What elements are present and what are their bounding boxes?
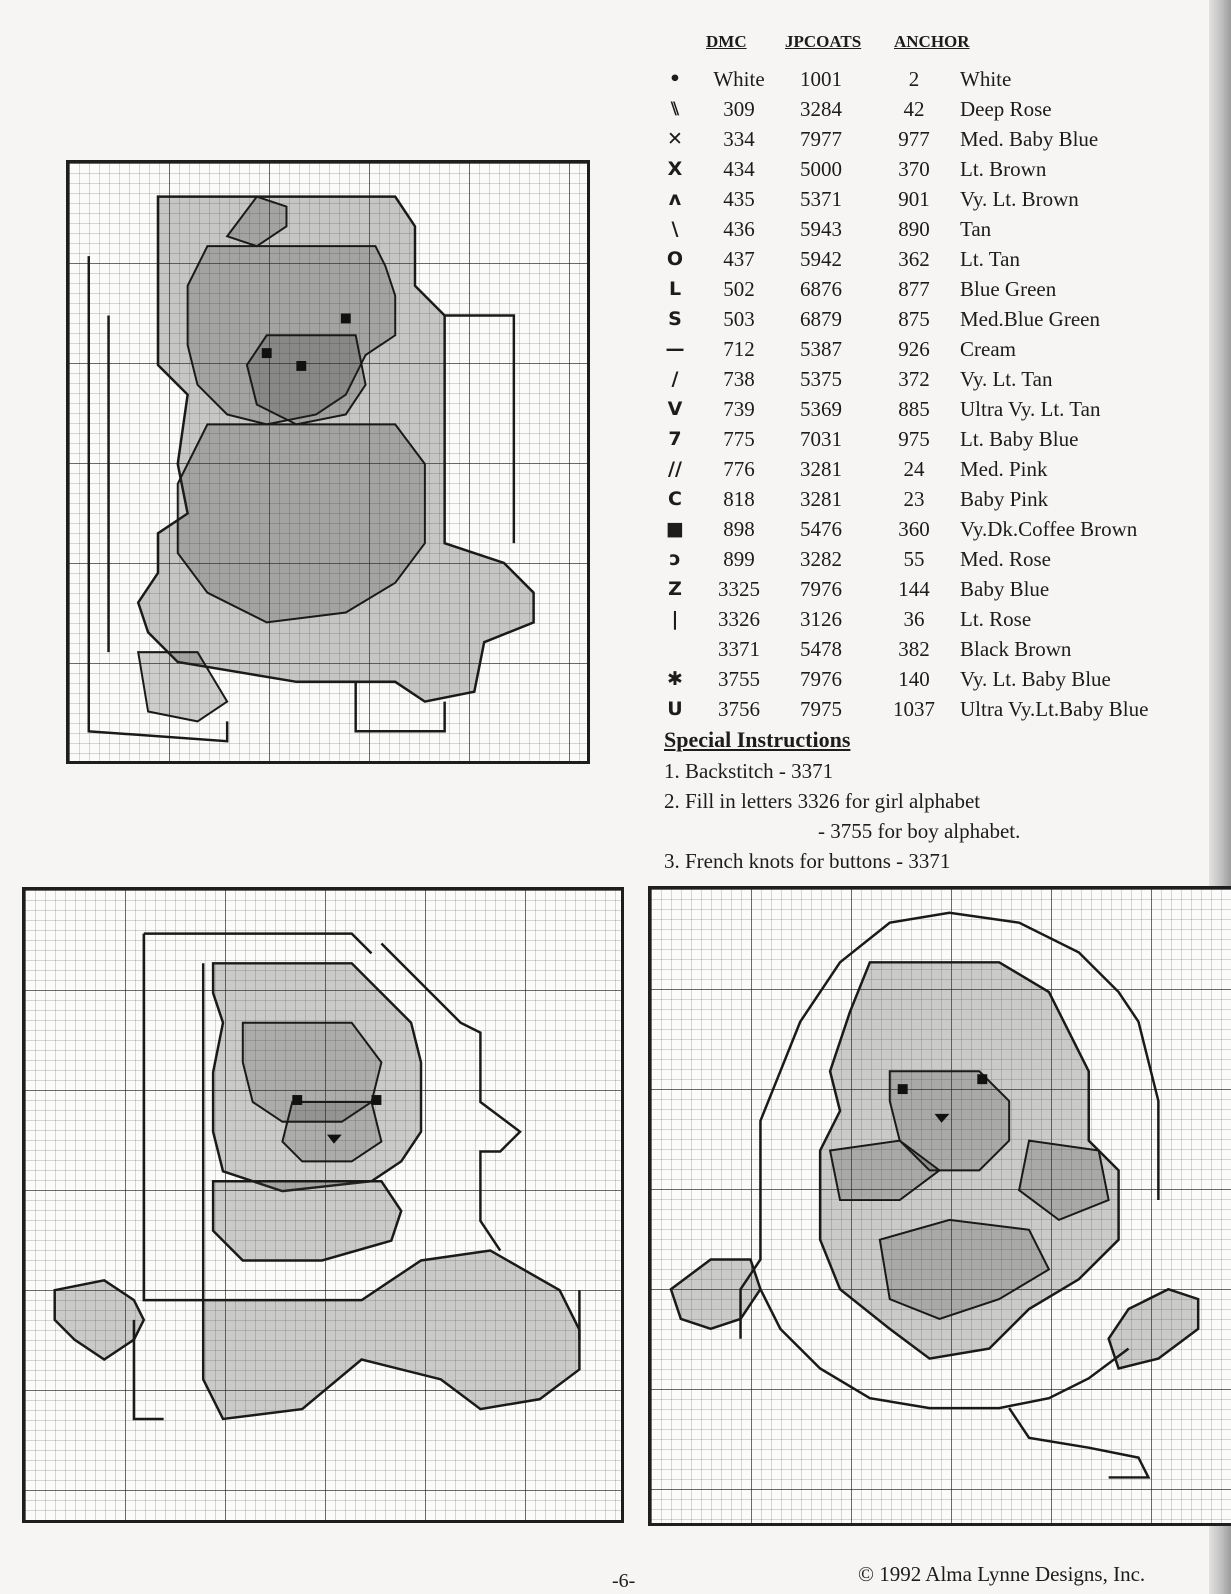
- header-jpcoats: JPCOATS: [785, 32, 862, 51]
- instruction-2: 2. Fill in letters 3326 for girl alphabet: [664, 789, 981, 813]
- legend-anchor-number: 42: [903, 97, 925, 121]
- chart-letter-u: [66, 160, 590, 764]
- legend-color-name: Black Brown: [960, 637, 1072, 661]
- legend-jpcoats-number: 3281: [800, 487, 842, 511]
- legend-jpcoats-number: 5371: [800, 187, 842, 211]
- legend-symbol: X: [667, 158, 683, 180]
- legend-color-name: Vy. Lt. Baby Blue: [960, 667, 1111, 691]
- legend-symbol: /: [671, 368, 679, 390]
- legend-anchor-number: 372: [898, 367, 930, 391]
- legend-anchor-number: 36: [903, 607, 925, 631]
- legend-dmc-number: 334: [723, 127, 755, 151]
- legend-anchor-number: 885: [898, 397, 930, 421]
- legend-color-name: Vy. Lt. Brown: [960, 187, 1079, 211]
- legend-dmc-number: 435: [723, 187, 755, 211]
- legend-color-name: Lt. Tan: [960, 247, 1020, 271]
- legend-row: [660, 64, 1200, 94]
- legend-symbol: ↄ: [669, 548, 681, 570]
- legend-row: [660, 184, 1200, 214]
- legend-header: [706, 32, 1026, 54]
- legend-anchor-number: 926: [898, 337, 930, 361]
- chart-letter-b: [22, 887, 624, 1523]
- legend-anchor-number: 890: [898, 217, 930, 241]
- legend-color-name: Baby Pink: [960, 487, 1049, 511]
- page-number: -6-: [612, 1570, 636, 1592]
- header-anchor: ANCHOR: [894, 32, 970, 51]
- legend-symbol: Z: [668, 578, 682, 600]
- legend-jpcoats-number: 5000: [800, 157, 842, 181]
- legend-row: [660, 634, 1200, 664]
- legend-anchor-number: 144: [898, 577, 930, 601]
- legend-jpcoats-number: 1001: [800, 67, 842, 91]
- legend-symbol: ʌ: [668, 188, 682, 210]
- legend-dmc-number: 437: [723, 247, 755, 271]
- special-instructions-title: Special Instructions: [664, 727, 851, 752]
- legend-symbol: //: [668, 458, 682, 480]
- legend-row: [660, 124, 1200, 154]
- legend-anchor-number: 360: [898, 517, 930, 541]
- legend-row: [660, 304, 1200, 334]
- legend-color-name: White: [960, 67, 1012, 91]
- legend-color-name: Tan: [960, 217, 992, 241]
- legend-row: [660, 334, 1200, 364]
- legend-jpcoats-number: 7976: [800, 667, 842, 691]
- legend-color-name: Vy.Dk.Coffee Brown: [960, 517, 1138, 541]
- legend-jpcoats-number: 5942: [800, 247, 842, 271]
- legend-row: [660, 484, 1200, 514]
- legend-color-name: Deep Rose: [960, 97, 1052, 121]
- legend-row: [660, 244, 1200, 274]
- header-dmc: DMC: [706, 32, 747, 51]
- legend-jpcoats-number: 5369: [800, 397, 842, 421]
- legend-anchor-number: 24: [903, 457, 925, 481]
- legend-symbol: C: [668, 488, 682, 510]
- legend-dmc-number: 739: [723, 397, 755, 421]
- legend-color-name: Lt. Rose: [960, 607, 1032, 631]
- legend-jpcoats-number: 5943: [800, 217, 842, 241]
- legend-row: [660, 274, 1200, 304]
- legend-dmc-number: 738: [723, 367, 755, 391]
- legend-row: [660, 544, 1200, 574]
- legend-symbol: \: [671, 218, 679, 240]
- legend-anchor-number: 55: [903, 547, 925, 571]
- legend-symbol: —: [665, 338, 685, 360]
- legend-row: [660, 574, 1200, 604]
- legend-jpcoats-number: 7031: [800, 427, 842, 451]
- legend-jpcoats-number: 6876: [800, 277, 842, 301]
- legend-row: [660, 514, 1200, 544]
- legend-dmc-number: White: [713, 67, 765, 91]
- instruction-2-continued: - 3755 for boy alphabet.: [818, 819, 1021, 843]
- color-legend: [660, 64, 1200, 724]
- legend-dmc-number: 3326: [718, 607, 760, 631]
- legend-dmc-number: 503: [723, 307, 755, 331]
- chart-letter-q: [648, 886, 1231, 1526]
- legend-anchor-number: 877: [898, 277, 930, 301]
- legend-jpcoats-number: 3282: [800, 547, 842, 571]
- legend-color-name: Cream: [960, 337, 1016, 361]
- legend-dmc-number: 3325: [718, 577, 760, 601]
- legend-jpcoats-number: 3284: [800, 97, 842, 121]
- instruction-1: 1. Backstitch - 3371: [664, 759, 834, 783]
- legend-color-name: Med. Baby Blue: [960, 127, 1099, 151]
- legend-jpcoats-number: 3126: [800, 607, 842, 631]
- legend-row: [660, 424, 1200, 454]
- legend-jpcoats-number: 6879: [800, 307, 842, 331]
- legend-symbol: ✕: [667, 128, 683, 150]
- legend-dmc-number: 775: [723, 427, 755, 451]
- legend-anchor-number: 977: [898, 127, 930, 151]
- legend-color-name: Ultra Vy.Lt.Baby Blue: [960, 697, 1149, 721]
- legend-dmc-number: 502: [723, 277, 755, 301]
- legend-dmc-number: 3371: [718, 637, 760, 661]
- legend-dmc-number: 3756: [718, 697, 760, 721]
- chart-u-outline: [69, 163, 587, 761]
- legend-dmc-number: 899: [723, 547, 755, 571]
- legend-symbol: ⑊: [669, 98, 681, 120]
- legend-symbol: ✱: [667, 668, 683, 690]
- legend-jpcoats-number: 7975: [800, 697, 842, 721]
- legend-symbol: S: [668, 308, 682, 330]
- legend-dmc-number: 309: [723, 97, 755, 121]
- legend-row: [660, 214, 1200, 244]
- legend-color-name: Lt. Brown: [960, 157, 1047, 181]
- legend-row: [660, 394, 1200, 424]
- legend-color-name: Vy. Lt. Tan: [960, 367, 1053, 391]
- legend-jpcoats-number: 5375: [800, 367, 842, 391]
- legend-row: [660, 454, 1200, 484]
- legend-anchor-number: 23: [903, 487, 925, 511]
- instruction-3: 3. French knots for buttons - 3371: [664, 849, 951, 873]
- legend-symbol: L: [668, 278, 682, 300]
- legend-color-name: Lt. Baby Blue: [960, 427, 1079, 451]
- legend-anchor-number: 140: [898, 667, 930, 691]
- legend-dmc-number: 3755: [718, 667, 760, 691]
- legend-jpcoats-number: 5476: [800, 517, 842, 541]
- legend-dmc-number: 818: [723, 487, 755, 511]
- legend-row: [660, 694, 1200, 724]
- legend-anchor-number: 370: [898, 157, 930, 181]
- legend-color-name: Med. Rose: [960, 547, 1051, 571]
- legend-jpcoats-number: 7976: [800, 577, 842, 601]
- legend-row: [660, 664, 1200, 694]
- legend-dmc-number: 776: [723, 457, 755, 481]
- legend-jpcoats-number: 3281: [800, 457, 842, 481]
- legend-symbol: |: [671, 608, 679, 630]
- legend-anchor-number: 975: [898, 427, 930, 451]
- legend-anchor-number: 2: [908, 67, 920, 91]
- legend-dmc-number: 434: [723, 157, 755, 181]
- legend-anchor-number: 901: [898, 187, 930, 211]
- chart-b-outline: [25, 890, 621, 1520]
- legend-color-name: Med.Blue Green: [960, 307, 1100, 331]
- legend-color-name: Baby Blue: [960, 577, 1050, 601]
- legend-dmc-number: 436: [723, 217, 755, 241]
- legend-jpcoats-number: 5478: [800, 637, 842, 661]
- legend-anchor-number: 1037: [893, 697, 935, 721]
- legend-symbol: ■: [666, 518, 684, 540]
- legend-row: [660, 604, 1200, 634]
- legend-symbol: •: [668, 68, 682, 90]
- legend-row: [660, 154, 1200, 184]
- legend-anchor-number: 362: [898, 247, 930, 271]
- legend-symbol: 7: [668, 428, 682, 450]
- legend-symbol: U: [667, 698, 683, 720]
- legend-color-name: Ultra Vy. Lt. Tan: [960, 397, 1101, 421]
- legend-symbol: V: [667, 398, 683, 420]
- legend-jpcoats-number: 5387: [800, 337, 842, 361]
- special-instructions: [664, 724, 1184, 876]
- legend-anchor-number: 382: [898, 637, 930, 661]
- legend-symbol: O: [666, 248, 684, 270]
- legend-row: [660, 94, 1200, 124]
- legend-color-name: Med. Pink: [960, 457, 1048, 481]
- legend-jpcoats-number: 7977: [800, 127, 842, 151]
- legend-dmc-number: 712: [723, 337, 755, 361]
- copyright-notice: © 1992 Alma Lynne Designs, Inc.: [858, 1562, 1146, 1586]
- legend-row: [660, 364, 1200, 394]
- legend-color-name: Blue Green: [960, 277, 1057, 301]
- legend-dmc-number: 898: [723, 517, 755, 541]
- chart-q-outline: [651, 889, 1231, 1523]
- legend-anchor-number: 875: [898, 307, 930, 331]
